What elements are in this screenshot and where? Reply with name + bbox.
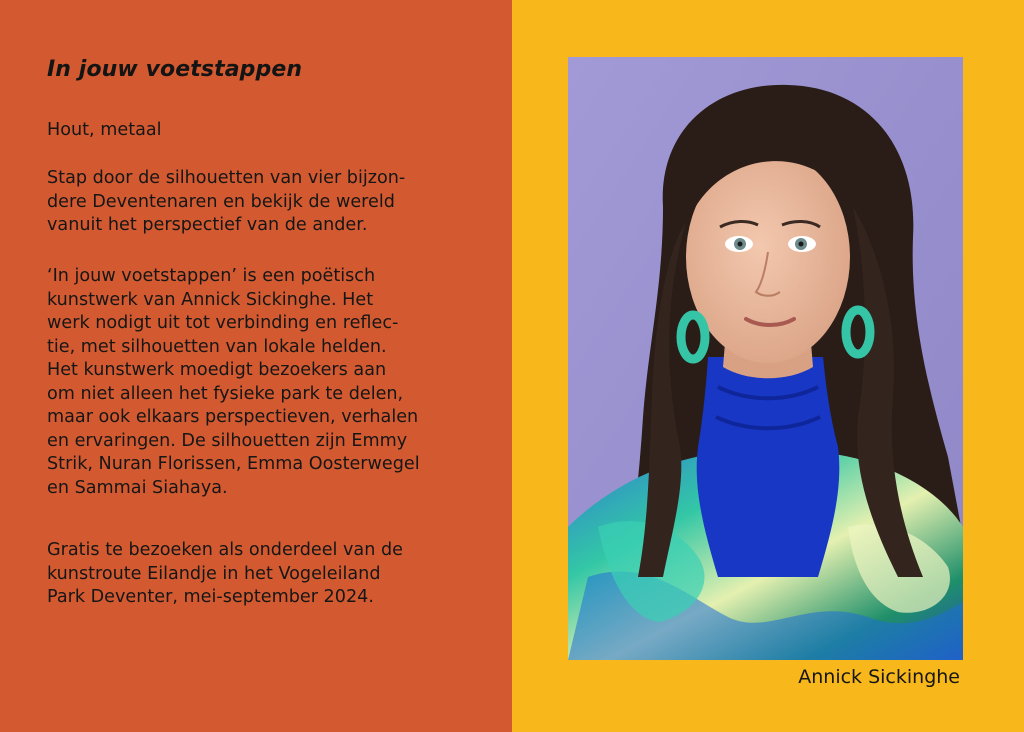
paragraph-line: Strik, Nuran Florissen, Emma Oosterwegel xyxy=(47,454,420,474)
paragraph-line: werk nodigt uit tot verbinding en reflec- xyxy=(47,313,399,333)
paragraph-line: Gratis te bezoeken als onderdeel van de xyxy=(47,540,403,560)
portrait-photo xyxy=(568,57,963,660)
paragraph-line: Park Deventer, mei-september 2024. xyxy=(47,587,374,607)
paragraph-line: Stap door de silhouetten van vier bijzon- xyxy=(47,168,406,188)
photo-caption: Annick Sickinghe xyxy=(798,666,960,688)
material-text xyxy=(47,119,487,143)
paragraph-line: en ervaringen. De silhouetten zijn Emmy xyxy=(47,430,408,451)
paragraph-line: dere Deventenaren en bekijk de wereld xyxy=(47,191,395,212)
portrait-illustration xyxy=(568,57,963,660)
paragraph-line: maar ook elkaars perspectieven, verhalen xyxy=(47,407,419,427)
paragraph-line: kunstroute Eilandje in het Vogeleiland xyxy=(47,563,381,584)
paragraph-line: en Sammai Siahaya. xyxy=(47,477,228,498)
artwork-title: In jouw voetstappen xyxy=(47,57,303,82)
paragraph-line: vanuit het perspectief van de ander. xyxy=(47,215,368,235)
visit-info-paragraph xyxy=(47,539,487,610)
paragraph-line: kunstwerk van Annick Sickinghe. Het xyxy=(47,289,374,310)
paragraph-line: om niet alleen het fysieke park te delen, xyxy=(47,383,404,404)
intro-paragraph xyxy=(47,167,487,238)
paragraph-line: ‘In jouw voetstappen’ is een poëtisch xyxy=(47,266,376,286)
paragraph-line: Het kunstwerk moedigt bezoekers aan xyxy=(47,360,387,380)
material-line: Hout, metaal xyxy=(47,120,162,140)
paragraph-line: tie, met silhouetten van lokale helden. xyxy=(47,336,387,357)
description-paragraph xyxy=(47,265,487,500)
